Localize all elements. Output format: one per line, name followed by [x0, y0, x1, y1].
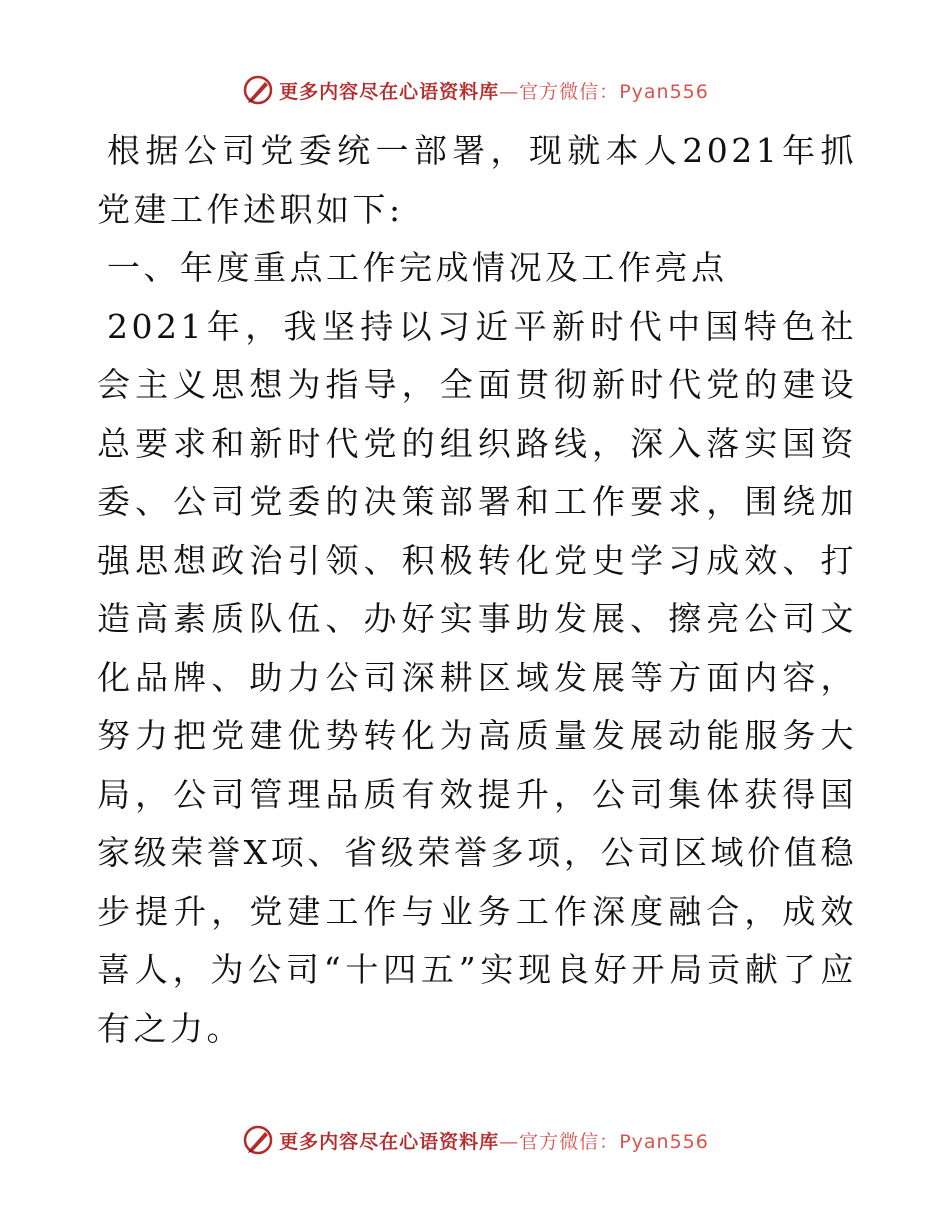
body-paragraph: 2021年，我坚持以习近平新时代中国特色社会主义思想为指导，全面贯彻新时代党的建设总要求和新时代党的组织路线，深入落实国资委、公司党委的决策部署和工作要求，围绕加强思想政治引领、积极转化党史学习成效、打造高素质队伍、办好实事助发展、擦亮公司文化品牌、助力公司深耕区域发展等方面内容，努力把党建优势转化为高质量发展动能服务大局，公司管理品质有效提升，公司集体获得国家级荣誉X项、省级荣誉多项，公司区域价值稳步提升，党建工作与业务工作深度融合，成效喜人，为公司“十四五”实现良好开局贡献了应有之力。 [97, 306, 857, 1048]
banner-middle: —官方微信： [499, 80, 620, 103]
red-pen-circle-logo-icon [241, 73, 275, 107]
intro-paragraph: 根据公司党委统一部署，现就本人2021年抓党建工作述职如下: [97, 131, 857, 229]
banner-middle: —官方微信： [499, 1130, 620, 1153]
banner-wechat-id: Pyan556 [619, 1130, 709, 1153]
document-content [97, 122, 857, 1058]
banner-prefix: 更多内容尽在心语资料库 [279, 1130, 500, 1153]
red-pen-circle-logo-icon [241, 1123, 275, 1157]
section-heading: 一、年度重点工作完成情况及工作亮点 [107, 248, 728, 287]
banner-wechat-id: Pyan556 [619, 80, 709, 103]
banner-prefix: 更多内容尽在心语资料库 [279, 80, 500, 103]
footer-watermark-banner [0, 1120, 950, 1160]
header-watermark-banner [0, 70, 950, 110]
